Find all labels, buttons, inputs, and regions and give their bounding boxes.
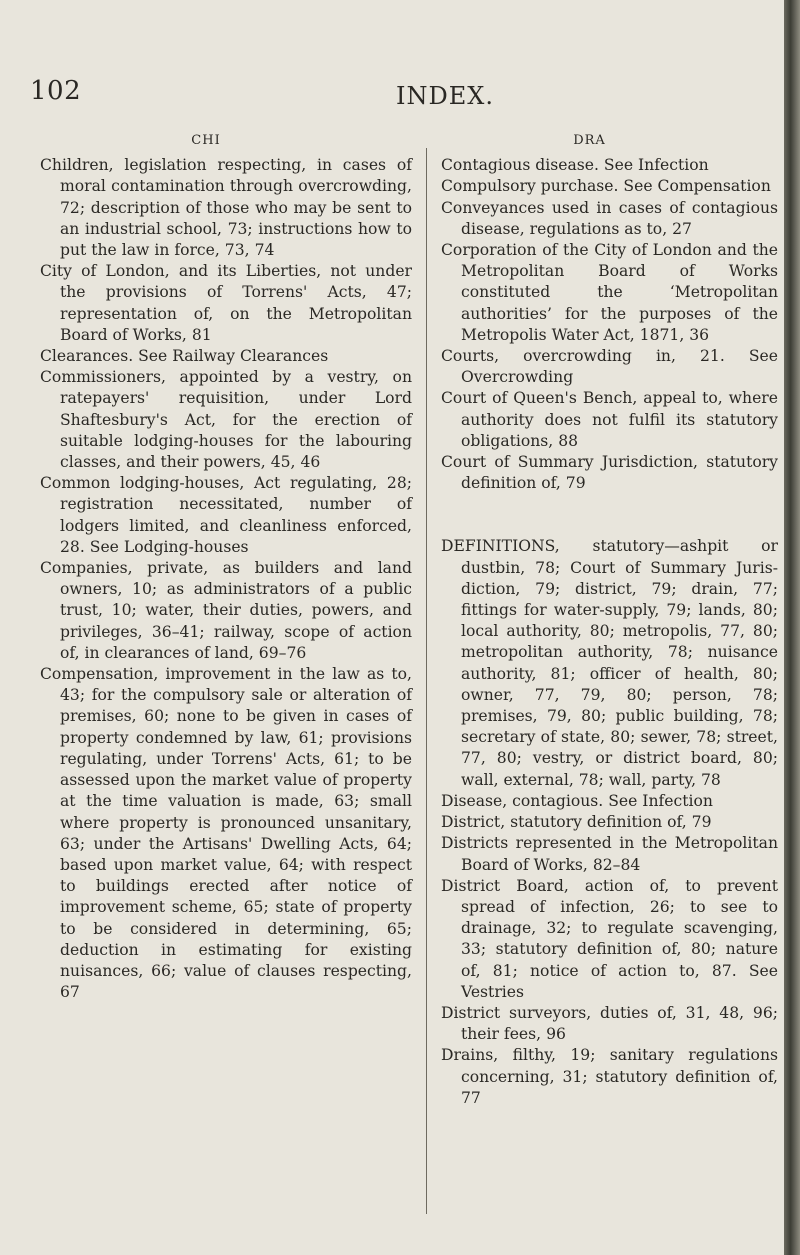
book-spine-edge (784, 0, 800, 1255)
index-entry: Disease, contagious. See Infection (441, 791, 713, 810)
index-entry: Court of Summary Jurisdiction, statutory definition of, 79 (441, 453, 778, 493)
index-entry: Courts, overcrowding in, 21. See Overcrowding (441, 347, 778, 387)
column-divider (426, 148, 427, 1214)
index-entry: Commissioners, appointed by a vestry, on ratepayers' requisition, under Lord Shaftesbury's Act, for the erection of suitable lodging-houses for the labouring classes, and their powers, 45, 46 (40, 368, 412, 472)
index-entry: Conveyances used in cases of contagious disease, regulations as to, 27 (441, 198, 778, 238)
index-entry: City of London, and its Liberties, not under the provisions of Torrens' Acts, 47; representation of, on the Metropolitan Board of Works, 81 (40, 262, 412, 344)
index-entry: Clearances. See Railway Clearances (40, 347, 329, 366)
index-entry: DEFINITIONS, statutory—ashpit or dustbin, 78; Court of Summary Jurisdiction, 79; district, 79; drain, 77; fittings for water-supply, 79; lands, 80; local authority, 80; metropolis, 77, 80; metropolitan authority, 78; nuisance authority, 81; officer of health, 80; owner, 77, 79, 80; person, 78; premises, 79, 80; public building, 78; secretary of state, 80; sewer, 78; street, 77, 80; vestry, or district board, 80; wall, external, 78; wall, party, 78 (441, 537, 778, 789)
index-entry: Common lodging-houses, Act regulating, 28; registration necessitated, number of lodgers limited, and cleanliness enforced, 28. See Lodging-houses (40, 474, 412, 556)
index-entry: Districts represented in the Metropolitan Board of Works, 82–84 (441, 834, 778, 874)
index-entry: Drains, filthy, 19; sanitary regulations concerning, 31; statutory definition of, 77 (441, 1046, 778, 1107)
index-entry: Court of Queen's Bench, appeal to, where authority does not fulfil its statutory obligations, 88 (441, 389, 778, 450)
page-number: 102 (30, 76, 82, 106)
index-entry: District, statutory definition of, 79 (441, 813, 712, 832)
index-entry: Companies, private, as builders and land owners, 10; as administrators of a public trust, 10; water, their duties, powers, and privileges, 36–41; railway, scope of action of, in clearances of land, 69–76 (40, 559, 412, 662)
index-entry: District Board, action of, to prevent spread of infection, 26; to see to drainage, 32; to regulate scavenging, 33; statutory definition of, 80; nature of, 81; notice of action to, 87. See Vestries (441, 876, 778, 1001)
index-entry: Children, legislation respecting, in cases of moral contamination through overcrowding, 72; description of those who may be sent to an industrial school, 73; instructions how to put the law in force, 73, 74 (40, 156, 412, 260)
right-column-header: DRA (573, 133, 606, 148)
index-entry: Corporation of the City of London and the Metropolitan Board of Works constituted the ‘Metropolitan authorities’ for the purposes of the Metropolis Water Act, 1871, 36 (441, 241, 778, 344)
index-entry: Compulsory purchase. See Compensation (441, 177, 771, 196)
left-column (40, 130, 412, 1003)
left-column-header: CHI (191, 133, 221, 148)
running-head: INDEX. (396, 82, 494, 110)
section-gap (441, 494, 778, 536)
index-entry: Compensation, improvement in the law as to, 43; for the compulsory sale or alteration of premises, 60; none to be given in cases of property condemned by law, 61; provisions regulating, under Torrens' Acts, 61; to be assessed upon the market value of property at the time valuation is made, 63; small where property is pronounced unsanitary, 63; under the Artisans' Dwelling Acts, 64; based upon market value, 64; with respect to buildings erected after notice of improvement scheme, 65; state of property to be considered in determining, 65; deduction in estimating for existing nuisances, 66; value of clauses respecting, 67 (40, 665, 412, 1002)
right-column (441, 130, 778, 1109)
index-entry: District surveyors, duties of, 31, 48, 96; their fees, 96 (441, 1003, 778, 1044)
index-entry: Contagious disease. See Infection (441, 156, 709, 175)
